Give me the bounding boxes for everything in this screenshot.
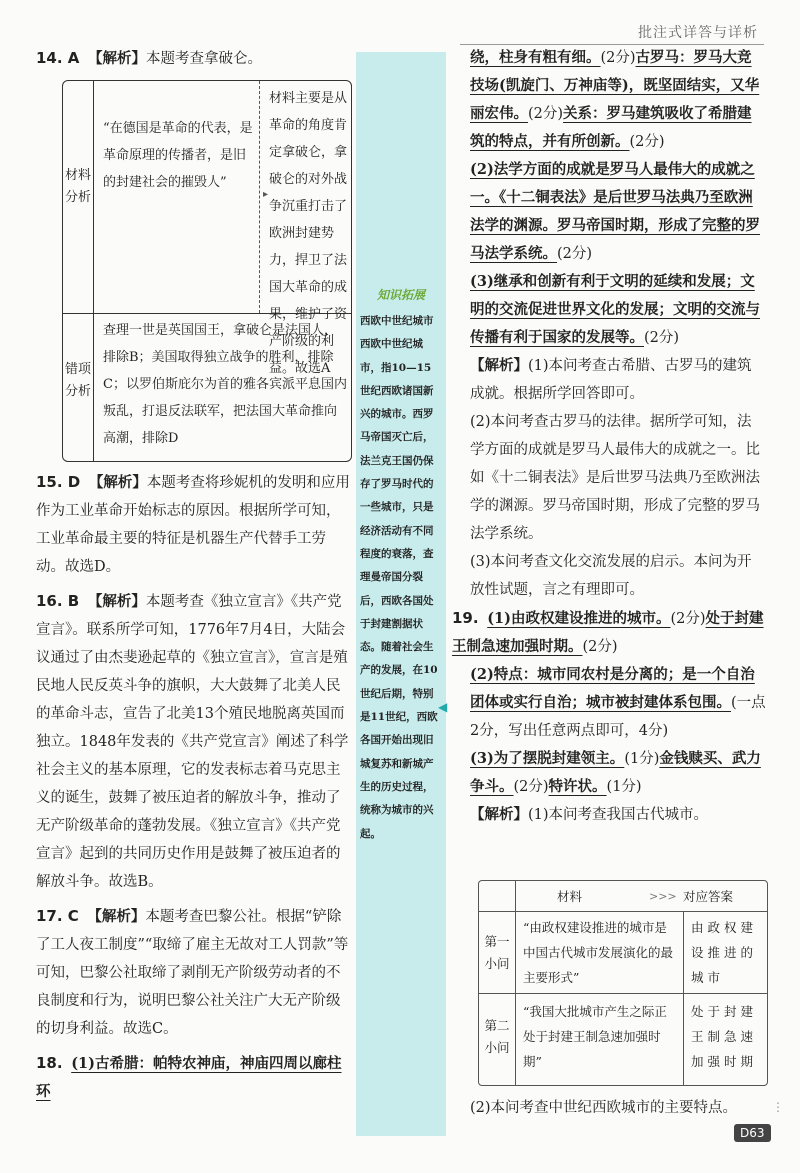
q18-number: 18.	[36, 1054, 63, 1072]
page-dots: ⋮	[772, 1100, 784, 1114]
sidebar-text: 西欧中世纪城市 西欧中世纪城市，指10—15世纪西欧诸国新兴的城市。西罗马帝国灭亡后，法兰克王国仍保存了罗马时代的一些城市，只是经济活动有不同程度的衰落，查理曼帝国分裂后，西欧各国处于封建割据状态。随着社会生产的发展，在10世纪后期，特别是11世纪，西欧各国开始出现旧城复苏和新城产生的历史过程，统称为城市的兴起。	[360, 315, 444, 840]
q19-a3b: 金钱赎买、武力争斗。	[470, 750, 761, 795]
q14-tag: 【解析】	[88, 51, 147, 67]
q18-a2-score: (2分)	[557, 246, 593, 262]
q18-answer2	[470, 156, 766, 268]
divider	[93, 81, 94, 461]
q18-answer1-start: (1)古希腊：帕特农神庙，神庙四周以廊柱环	[36, 1055, 342, 1100]
q18-analysis	[470, 352, 766, 408]
q19-a3: (3)为了摆脱封建领主。	[470, 750, 625, 767]
q14-quote: “在德国是革命的代表，是革命原理的传播者，是旧的封建社会的摧毁人”	[103, 121, 253, 190]
q19-a1b: 处于封建王制急速加强时期。	[452, 610, 764, 655]
q19-j1: (1)本问考查我国古代城市。	[528, 807, 709, 823]
divider	[259, 81, 260, 313]
q18-a1-cont: 绕，柱身有粗有细。	[470, 49, 601, 66]
q18-score1: (2分)	[600, 50, 636, 66]
q18-score3: (2分)	[629, 134, 665, 150]
q19-a3-score2: (2分)	[513, 779, 549, 795]
q16-text: 本题考查《独立宣言》《共产党宣言》。联系所学可知，1776年7月4日，大陆会议通过了由杰斐逊起草的《独立宣言》，宣言是殖民地人民反英斗争的旗帜，大大鼓舞了北美人民的革命斗志，宣告了北美13个殖民地脱离英国而独立。1848年发表的《共产党宣言》阐述了科学社会主义的基本原理，它的发表标志着马克思主义的诞生，鼓舞了被压迫者的解放斗争，推动了无产阶级革命的蓬勃发展。《独立宣言》《共产党宣言》起到的共同历史作用是鼓舞了被压迫者的解放斗争。故选B。	[36, 594, 349, 890]
q14-material-row	[63, 81, 351, 376]
q19-analysis	[470, 801, 766, 829]
q16-tag: 【解析】	[87, 594, 146, 610]
table-header	[479, 881, 767, 912]
q18-a1-rel: 关系：罗马建筑吸收了希腊建筑的特点，并有所创新。	[470, 105, 752, 150]
q19-a1-score: (2分)	[670, 611, 706, 627]
q19-a3-score1: (1分)	[624, 751, 660, 767]
q17-number: 17. C	[36, 907, 79, 925]
pointer-icon: ◀	[438, 700, 448, 714]
page-header: 批注式详答与详析	[638, 25, 758, 41]
header-arrows: >>>	[649, 890, 677, 903]
q19-j2-block	[470, 1094, 766, 1122]
q19-tag: 【解析】	[470, 807, 528, 823]
q19-a3-score3: (1分)	[606, 779, 642, 795]
q18-a1-rome: 古罗马：罗马大竞技场(凯旋门、万神庙等)，既坚固结实，又华丽宏伟。	[470, 49, 760, 122]
q19-answer3	[470, 745, 766, 801]
header-answer: 对应答案	[683, 889, 734, 904]
q19-a1: (1)由政权建设推进的城市。	[487, 610, 671, 627]
row1-label: 第一小问	[484, 934, 510, 971]
page-number: D63	[734, 1124, 771, 1142]
q18-start	[36, 1049, 354, 1106]
sidebar-title: 知识拓展	[376, 288, 425, 302]
q19-a2-score: (一点2分，写出任意两点即可，4分)	[470, 695, 766, 739]
q14-label-material: 材料分析	[64, 168, 91, 205]
q16-block	[36, 587, 354, 896]
q14-number: 14. A	[36, 49, 80, 67]
q15-number: 15. D	[36, 473, 81, 491]
q17-block	[36, 902, 354, 1043]
q18-tag: 【解析】	[470, 358, 528, 374]
left-column-lower	[36, 468, 354, 1106]
q18-j2: (2)本问考查古罗马的法律。据所学可知，法学方面的成就是罗马人最伟大的成就之一。比如《十二铜表法》是后世罗马法典乃至欧洲法学的渊源。罗马帝国时期，形成了完整的罗马法学系统。	[470, 414, 760, 542]
row1-material: “由政权建设推进的城市是中国古代城市发展演化的最主要形式”	[523, 920, 674, 985]
q14-error-analysis: 查理一世是英国国王，拿破仑是法国人，排除B；美国取得独立战争的胜利，排除C；以罗伯斯庇尔为首的雅各宾派平息国内叛乱，打退反法联军，把法国大革命推向高潮，排除D	[103, 323, 347, 446]
q17-tag: 【解析】	[87, 909, 146, 925]
q19-j2: (2)本问考查中世纪西欧城市的主要特点。	[470, 1100, 738, 1116]
q18-score2: (2分)	[528, 106, 564, 122]
header-material: 材料	[557, 889, 583, 904]
q19-a2: (2)特点：城市同农村是分离的；是一个自治团体或实行自治；城市被封建体系包围。	[470, 666, 755, 711]
q18-j3: (3)本问考查文化交流发展的启示。本问为开放性试题，言之有理即可。	[470, 554, 752, 598]
q18-a2: (2)法学方面的成就是罗马人最伟大的成就之一。《十二铜表法》是后世罗马法典乃至欧洲法学的渊源。罗马帝国时期，形成了完整的罗马法学系统。	[470, 161, 760, 262]
q18-a3: (3)继承和创新有利于文明的延续和发展；文明的交流促进世界文化的发展；文明的交流与传播有利于国家的发展等。	[470, 273, 760, 346]
row-divider	[479, 993, 767, 994]
q14-label-error: 错项分析	[64, 362, 91, 399]
arrow-icon: ▸	[263, 189, 269, 200]
q15-tag: 【解析】	[88, 475, 147, 491]
left-column	[36, 44, 354, 73]
q18-answer1	[470, 44, 766, 156]
right-column	[452, 44, 766, 829]
divider	[683, 911, 684, 1085]
q18-j1: (1)本问考查古希腊、古罗马的建筑成就。根据所学回答即可。	[470, 358, 752, 402]
q15-text: 本题考查将珍妮机的发明和应用作为工业革命开始标志的原因。根据所学可知，工业革命最主要的特征是机器生产代替手工劳动。故选D。	[36, 475, 350, 575]
row2-material: “我国大批城市产生之际正处于封建王制急速加强时期”	[523, 1004, 667, 1069]
q19-answer-table	[478, 880, 768, 1086]
q17-text: 本题考查巴黎公社。根据“铲除了工人夜工制度”“取缔了雇主无故对工人罚款”等可知，巴黎公社取缔了剥削无产阶级劳动者的不良制度和行为，说明巴黎公社关注广大无产阶级的切身利益。故选C。	[36, 909, 349, 1037]
q19-a3c: 特许状。	[548, 778, 607, 795]
q19-number: 19.	[452, 609, 479, 627]
q18-a3-score: (2分)	[644, 330, 680, 346]
q14-text: 本题考查拿破仑。	[146, 51, 263, 67]
q18-answer3	[470, 268, 766, 352]
q19-answer2	[470, 661, 766, 745]
divider	[515, 881, 516, 1085]
q15-block	[36, 468, 354, 581]
knowledge-sidebar	[356, 52, 446, 1136]
row2-answer: 处于封建王制急速加强时期	[691, 1004, 758, 1069]
q14-material-analysis: 材料主要是从革命的角度肯定拿破仑，拿破仑的对外战争沉重打击了欧洲封建势力，捍卫了法国大革命的成果，维护了资产阶级的利益。故选A	[269, 91, 348, 376]
q19-answer1	[452, 604, 766, 661]
q14-line	[36, 44, 354, 73]
q16-number: 16. B	[36, 592, 80, 610]
row2-label: 第二小问	[484, 1018, 510, 1055]
row1-answer: 由政权建设推进的城市	[691, 920, 758, 985]
q14-analysis-table	[62, 80, 352, 462]
q19-a1b-score: (2分)	[582, 639, 618, 655]
